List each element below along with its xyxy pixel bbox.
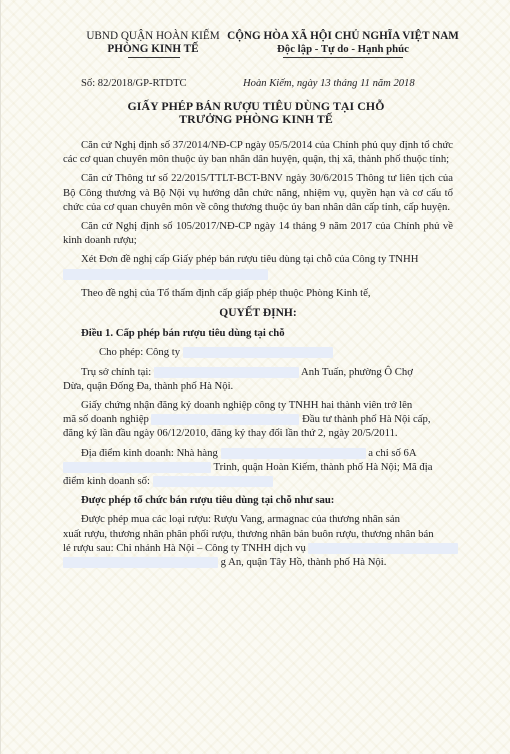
basis-paragraph-3: Căn cứ Nghị định số 105/2017/NĐ-CP ngày 14 tháng 9 năm 2017 của Chính phủ về kinh doanh rượu; [63,220,453,247]
motto-underline [283,57,403,58]
basis-paragraph-4: Xét Đơn đề nghị cấp Giấy phép bán rượu tiêu dùng tại chỗ của Công ty TNHH [81,253,419,266]
hq-label: Trụ sở chính tại: [81,365,152,378]
redacted-permit-company [183,347,333,358]
scope-address-tail: g An, quận Tây Hồ, thành phố Hà Nội. [220,556,387,569]
authority-underline [128,57,180,58]
cert-line-3: đăng ký lần đầu ngày 06/12/2010, đăng ký thay đổi lần thứ 2, ngày 20/5/2011. [63,427,398,440]
redacted-supplier-address [63,557,218,568]
reference-number: Số: 82/2018/GP-RTDTC [81,78,187,89]
redacted-restaurant-name [221,448,366,459]
cert-label: mã số doanh nghiệp [63,413,149,426]
cert-line-1: Giấy chứng nhận đăng ký doanh nghiệp công ty TNHH hai thành viên trở lên [81,399,413,412]
scope-line-3 [63,541,453,555]
document-header [1,30,510,70]
basis-paragraph-2: Căn cứ Thông tư số 22/2015/TTLT-BCT-BNV ngày 30/6/2015 Thông tư liên tịch của Bộ Công thương và Bộ Nội vụ hướng dẫn chức năng, nhiệm vụ, quyền hạn và cơ cấu tổ chức của cơ quan chuyên môn về công thương thuộc ủy ban nhân dân cấp tỉnh, cấp huyện. [63,172,453,213]
article-1-heading: Điều 1. Cấp phép bán rượu tiêu dùng tại chỗ [81,327,285,340]
hq-tail: Anh Tuấn, phường Ô Chợ [301,365,413,378]
title-line-2: TRƯỞNG PHÒNG KINH TẾ [179,112,333,126]
scope-supplier: lẻ rượu sau: Chi nhánh Hà Nội – Công ty TNHH dịch vụ [63,541,306,554]
issue-date: Hoàn Kiếm, ngày 13 tháng 11 năm 2018 [243,78,415,89]
location-line-3 [63,474,453,488]
redacted-enterprise-code [151,414,299,425]
redacted-company-name [63,269,268,280]
title-line-1: GIẤY PHÉP BÁN RƯỢU TIÊU DÙNG TẠI CHỖ [127,99,385,113]
scope-line-4 [63,555,453,569]
scope-line-1: Được phép mua các loại rượu: Rượu Vang, armagnac của thương nhân sản [81,513,400,526]
redacted-hq-address [154,367,299,378]
authority-line-1: UBND QUẬN HOÀN KIẾM [86,30,220,42]
permit-line [63,345,453,359]
permit-label: Cho phép: Công ty [99,346,181,359]
location-street-tail: Trinh, quận Hoàn Kiếm, thành phố Hà Nội; Mã địa [213,460,433,473]
location-number: a chỉ số 6A [368,446,417,459]
redacted-location-code [153,476,273,487]
basis-paragraph-5: Theo đề nghị của Tổ thẩm định cấp giấp phép thuộc Phòng Kinh tế, [81,286,371,299]
location-code-label: điểm kinh doanh số: [63,475,150,488]
cert-issuer: Đầu tư thành phố Hà Nội cấp, [302,413,431,426]
location-line-2 [63,460,453,474]
redacted-street [63,462,211,473]
location-label: Địa điểm kinh doanh: Nhà hàng [81,446,218,459]
scope-line-2: xuất rượu, thương nhân phân phối rượu, thương nhân bán buôn rượu, thương nhân bán [63,527,434,540]
decision-heading: QUYẾT ĐỊNH: [219,307,297,320]
scope-heading: Được phép tổ chức bán rượu tiêu dùng tại chỗ như sau: [81,494,335,507]
hq-line-2: Dừa, quận Đống Đa, thành phố Hà Nội. [63,379,234,392]
national-motto [223,30,463,56]
nation-motto: Độc lập - Tự do - Hạnh phúc [277,43,409,55]
redacted-supplier [308,543,458,554]
issuing-authority [63,30,243,56]
nation-name: CỘNG HÒA XÃ HỘI CHỦ NGHĨA VIỆT NAM [227,30,459,42]
redacted-line [63,267,453,281]
hq-line [63,365,453,379]
cert-line-2 [63,412,453,426]
location-line-1 [63,446,453,460]
document-body [63,138,453,569]
authority-line-2: PHÒNG KINH TẾ [107,43,199,55]
basis-paragraph-1: Căn cứ Nghị định số 37/2014/NĐ-CP ngày 05/5/2014 của Chính phủ quy định tổ chức các cơ quan chuyên môn thuộc ủy ban nhân dân huyện, quận, thị xã, thành phố thuộc tỉnh; [63,139,453,166]
document-title [1,100,510,126]
